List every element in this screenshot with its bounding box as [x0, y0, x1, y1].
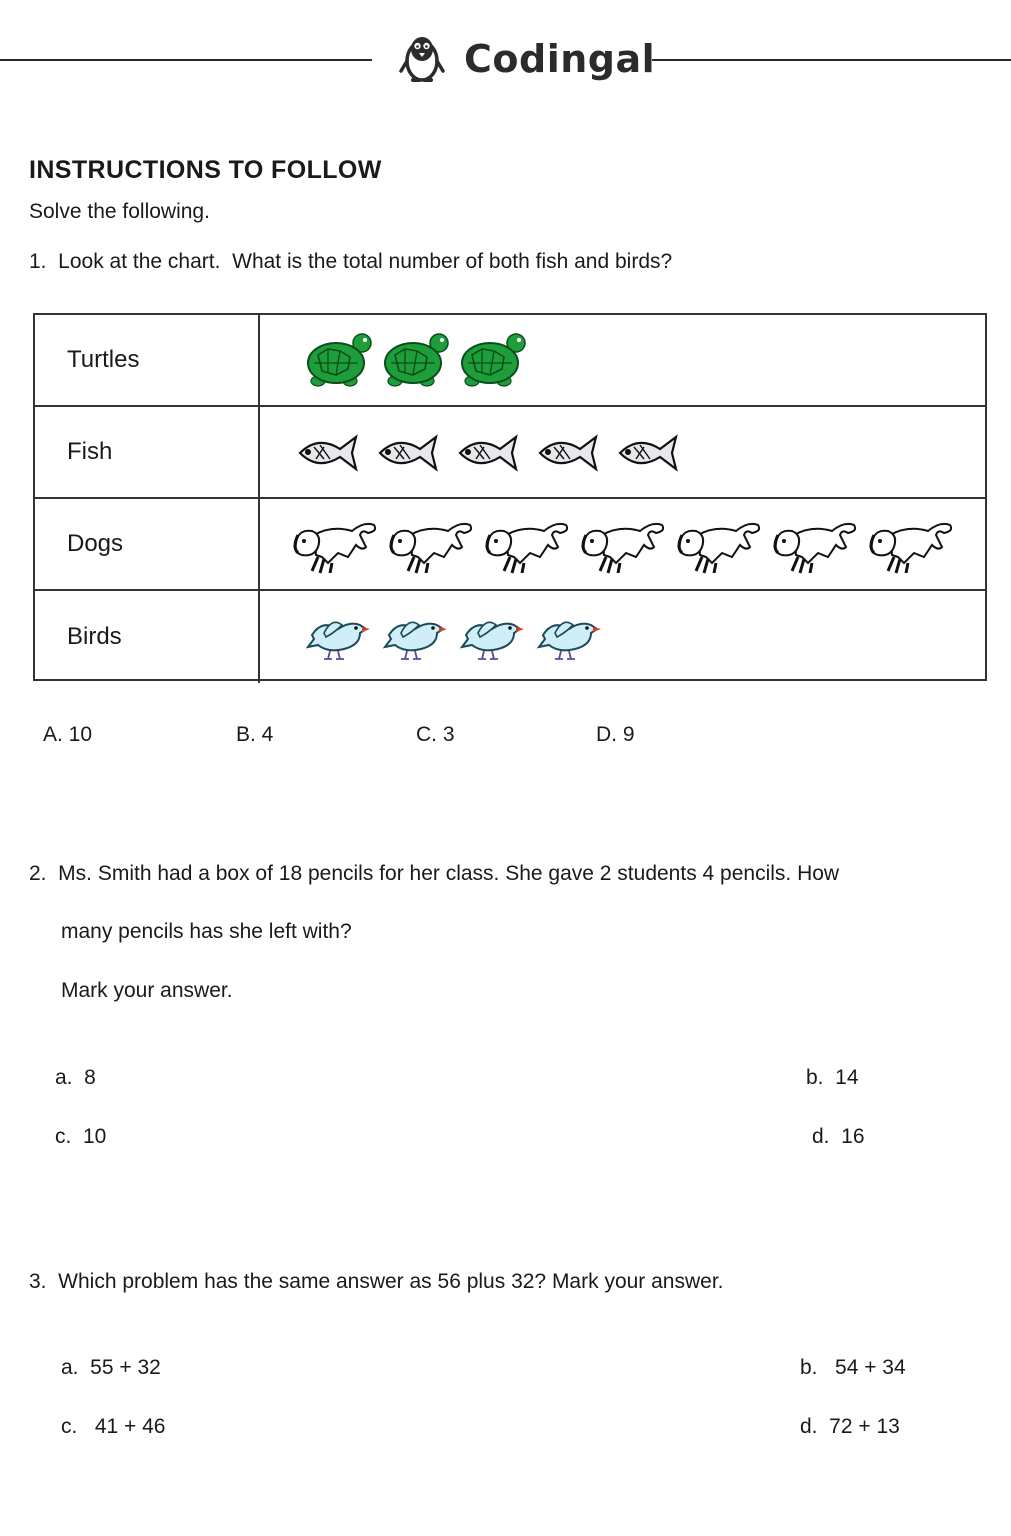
answer-option[interactable]: B. 4 — [236, 723, 274, 746]
chart-row — [35, 407, 985, 499]
answer-option[interactable]: d. 72 + 13 — [800, 1415, 900, 1438]
brand-name: Codingal — [464, 37, 656, 81]
dog-icon — [384, 513, 476, 582]
bird-icon — [304, 611, 370, 668]
answer-option[interactable]: d. 16 — [812, 1125, 865, 1148]
fish-icon — [454, 433, 524, 478]
penguin-logo-icon — [398, 31, 446, 88]
dog-icon — [480, 513, 572, 582]
dog-icon — [288, 513, 380, 582]
dog-icon — [672, 513, 764, 582]
chart-row — [35, 315, 985, 407]
bird-icon — [535, 611, 601, 668]
instructions-subtitle: Solve the following. — [29, 200, 210, 223]
question-2-instruction: Mark your answer. — [61, 979, 233, 1002]
header-rule-left — [0, 59, 372, 61]
answer-option[interactable]: b. 14 — [806, 1066, 859, 1089]
answer-option[interactable]: b. 54 + 34 — [800, 1356, 906, 1379]
chart-row-label: Fish — [35, 407, 260, 497]
pictograph-chart — [33, 313, 987, 681]
answer-option[interactable]: c. 10 — [55, 1125, 107, 1148]
header-rule-right — [652, 59, 1011, 61]
chart-row-marks — [260, 591, 985, 683]
instructions-title: INSTRUCTIONS TO FOLLOW — [29, 156, 382, 184]
chart-row-marks — [260, 407, 985, 497]
answer-option[interactable]: C. 3 — [416, 723, 455, 746]
answer-option[interactable]: c. 41 + 46 — [61, 1415, 166, 1438]
chart-row-label: Birds — [35, 591, 260, 683]
question-2-text-continued: many pencils has she left with? — [61, 920, 352, 943]
chart-row — [35, 499, 985, 591]
answer-option[interactable]: D. 9 — [596, 723, 635, 746]
answer-option[interactable]: A. 10 — [43, 723, 93, 746]
question-1-text: 1. Look at the chart. What is the total number of both fish and birds? — [29, 250, 673, 273]
answer-option[interactable]: a. 55 + 32 — [61, 1356, 161, 1379]
chart-row — [35, 591, 985, 683]
chart-row-label: Turtles — [35, 315, 260, 405]
question-3-text: 3. Which problem has the same answer as 56 plus 32? Mark your answer. — [29, 1270, 724, 1293]
chart-row-label: Dogs — [35, 499, 260, 589]
bird-icon — [458, 611, 524, 668]
chart-row-marks — [260, 315, 985, 405]
fish-icon — [294, 433, 364, 478]
fish-icon — [374, 433, 444, 478]
fish-icon — [614, 433, 684, 478]
dog-icon — [576, 513, 668, 582]
dog-icon — [864, 513, 956, 582]
turtle-icon — [304, 329, 376, 396]
fish-icon — [534, 433, 604, 478]
turtle-icon — [381, 329, 453, 396]
question-2-text: 2. Ms. Smith had a box of 18 pencils for her class. She gave 2 students 4 pencils. How — [29, 862, 840, 885]
bird-icon — [381, 611, 447, 668]
chart-row-marks — [260, 499, 985, 589]
brand-logo — [398, 33, 655, 85]
turtle-icon — [458, 329, 530, 396]
dog-icon — [768, 513, 860, 582]
answer-option[interactable]: a. 8 — [55, 1066, 96, 1089]
